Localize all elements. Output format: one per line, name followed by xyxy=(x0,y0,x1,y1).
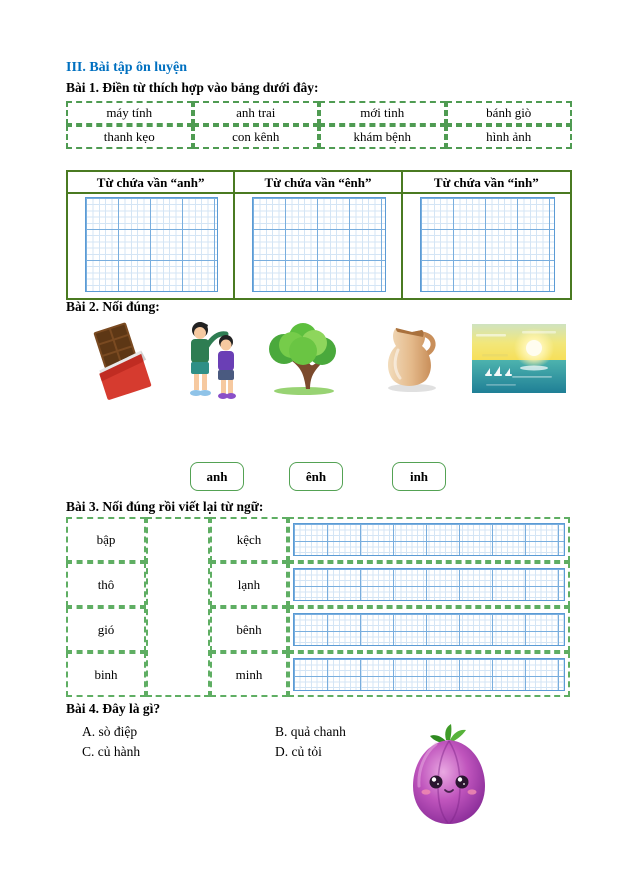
rhyme-box-inh: inh xyxy=(392,462,446,491)
left-word: gió xyxy=(66,607,146,652)
bai3-matching-table xyxy=(66,517,570,697)
word-bank-cell: khám bệnh xyxy=(319,125,446,149)
bai2-title: Bài 2. Nối đúng: xyxy=(66,299,160,314)
option-d: D. củ tỏi xyxy=(275,744,322,759)
writing-grid xyxy=(293,658,565,691)
option-c: C. củ hành xyxy=(82,744,141,759)
word-bank-cell: con kênh xyxy=(193,125,320,149)
word-bank-table xyxy=(66,101,572,149)
left-word: binh xyxy=(66,652,146,697)
right-word: minh xyxy=(210,652,288,697)
pitcher-jug-image xyxy=(374,322,452,394)
column-header-enh: Từ chứa vần “ênh” xyxy=(235,172,402,194)
two-brothers-image xyxy=(182,318,246,402)
word-bank-cell: máy tính xyxy=(66,101,193,125)
word-bank-cell: hình ảnh xyxy=(446,125,573,149)
writing-row xyxy=(288,562,570,607)
chocolate-bar-image xyxy=(83,320,155,400)
answer-cell-enh xyxy=(235,194,402,300)
rhyme-box-enh: ênh xyxy=(289,462,343,491)
answer-cell-inh xyxy=(403,194,570,300)
word-bank-cell: thanh kẹo xyxy=(66,125,193,149)
answer-cell-anh xyxy=(68,194,235,300)
right-word: lạnh xyxy=(210,562,288,607)
writing-row xyxy=(288,607,570,652)
word-bank-cell: anh trai xyxy=(193,101,320,125)
left-word: bập xyxy=(66,517,146,562)
writing-row xyxy=(288,517,570,562)
right-word: bênh xyxy=(210,607,288,652)
bai3-title: Bài 3. Nối đúng rồi viết lại từ ngữ: xyxy=(66,499,264,514)
writing-grid xyxy=(293,568,565,601)
column-header-inh: Từ chứa vần “inh” xyxy=(403,172,570,194)
bai4-options xyxy=(82,723,412,761)
option-a: A. sò điệp xyxy=(82,724,138,739)
green-tree-image xyxy=(260,323,348,397)
writing-row xyxy=(288,652,570,697)
purple-onion-image xyxy=(406,724,492,836)
word-bank-cell: bánh giò xyxy=(446,101,573,125)
column-header-anh: Từ chứa vần “anh” xyxy=(68,172,235,194)
sea-sunrise-image xyxy=(472,324,566,393)
writing-grid xyxy=(420,197,555,292)
right-word: kệch xyxy=(210,517,288,562)
writing-grid xyxy=(293,523,565,556)
middle-connector-column xyxy=(146,517,210,697)
bai1-title: Bài 1. Điền từ thích hợp vào bảng dưới đây: xyxy=(66,80,319,95)
section-heading: III. Bài tập ôn luyện xyxy=(66,60,187,75)
option-b: B. quả chanh xyxy=(275,724,346,739)
writing-grid xyxy=(252,197,385,292)
bai4-title: Bài 4. Đây là gì? xyxy=(66,701,161,716)
writing-grid xyxy=(293,613,565,646)
left-word: thô xyxy=(66,562,146,607)
writing-grid xyxy=(85,197,218,292)
rhyme-box-anh: anh xyxy=(190,462,244,491)
bai1-answer-table xyxy=(66,170,572,300)
word-bank-cell: mới tinh xyxy=(319,101,446,125)
